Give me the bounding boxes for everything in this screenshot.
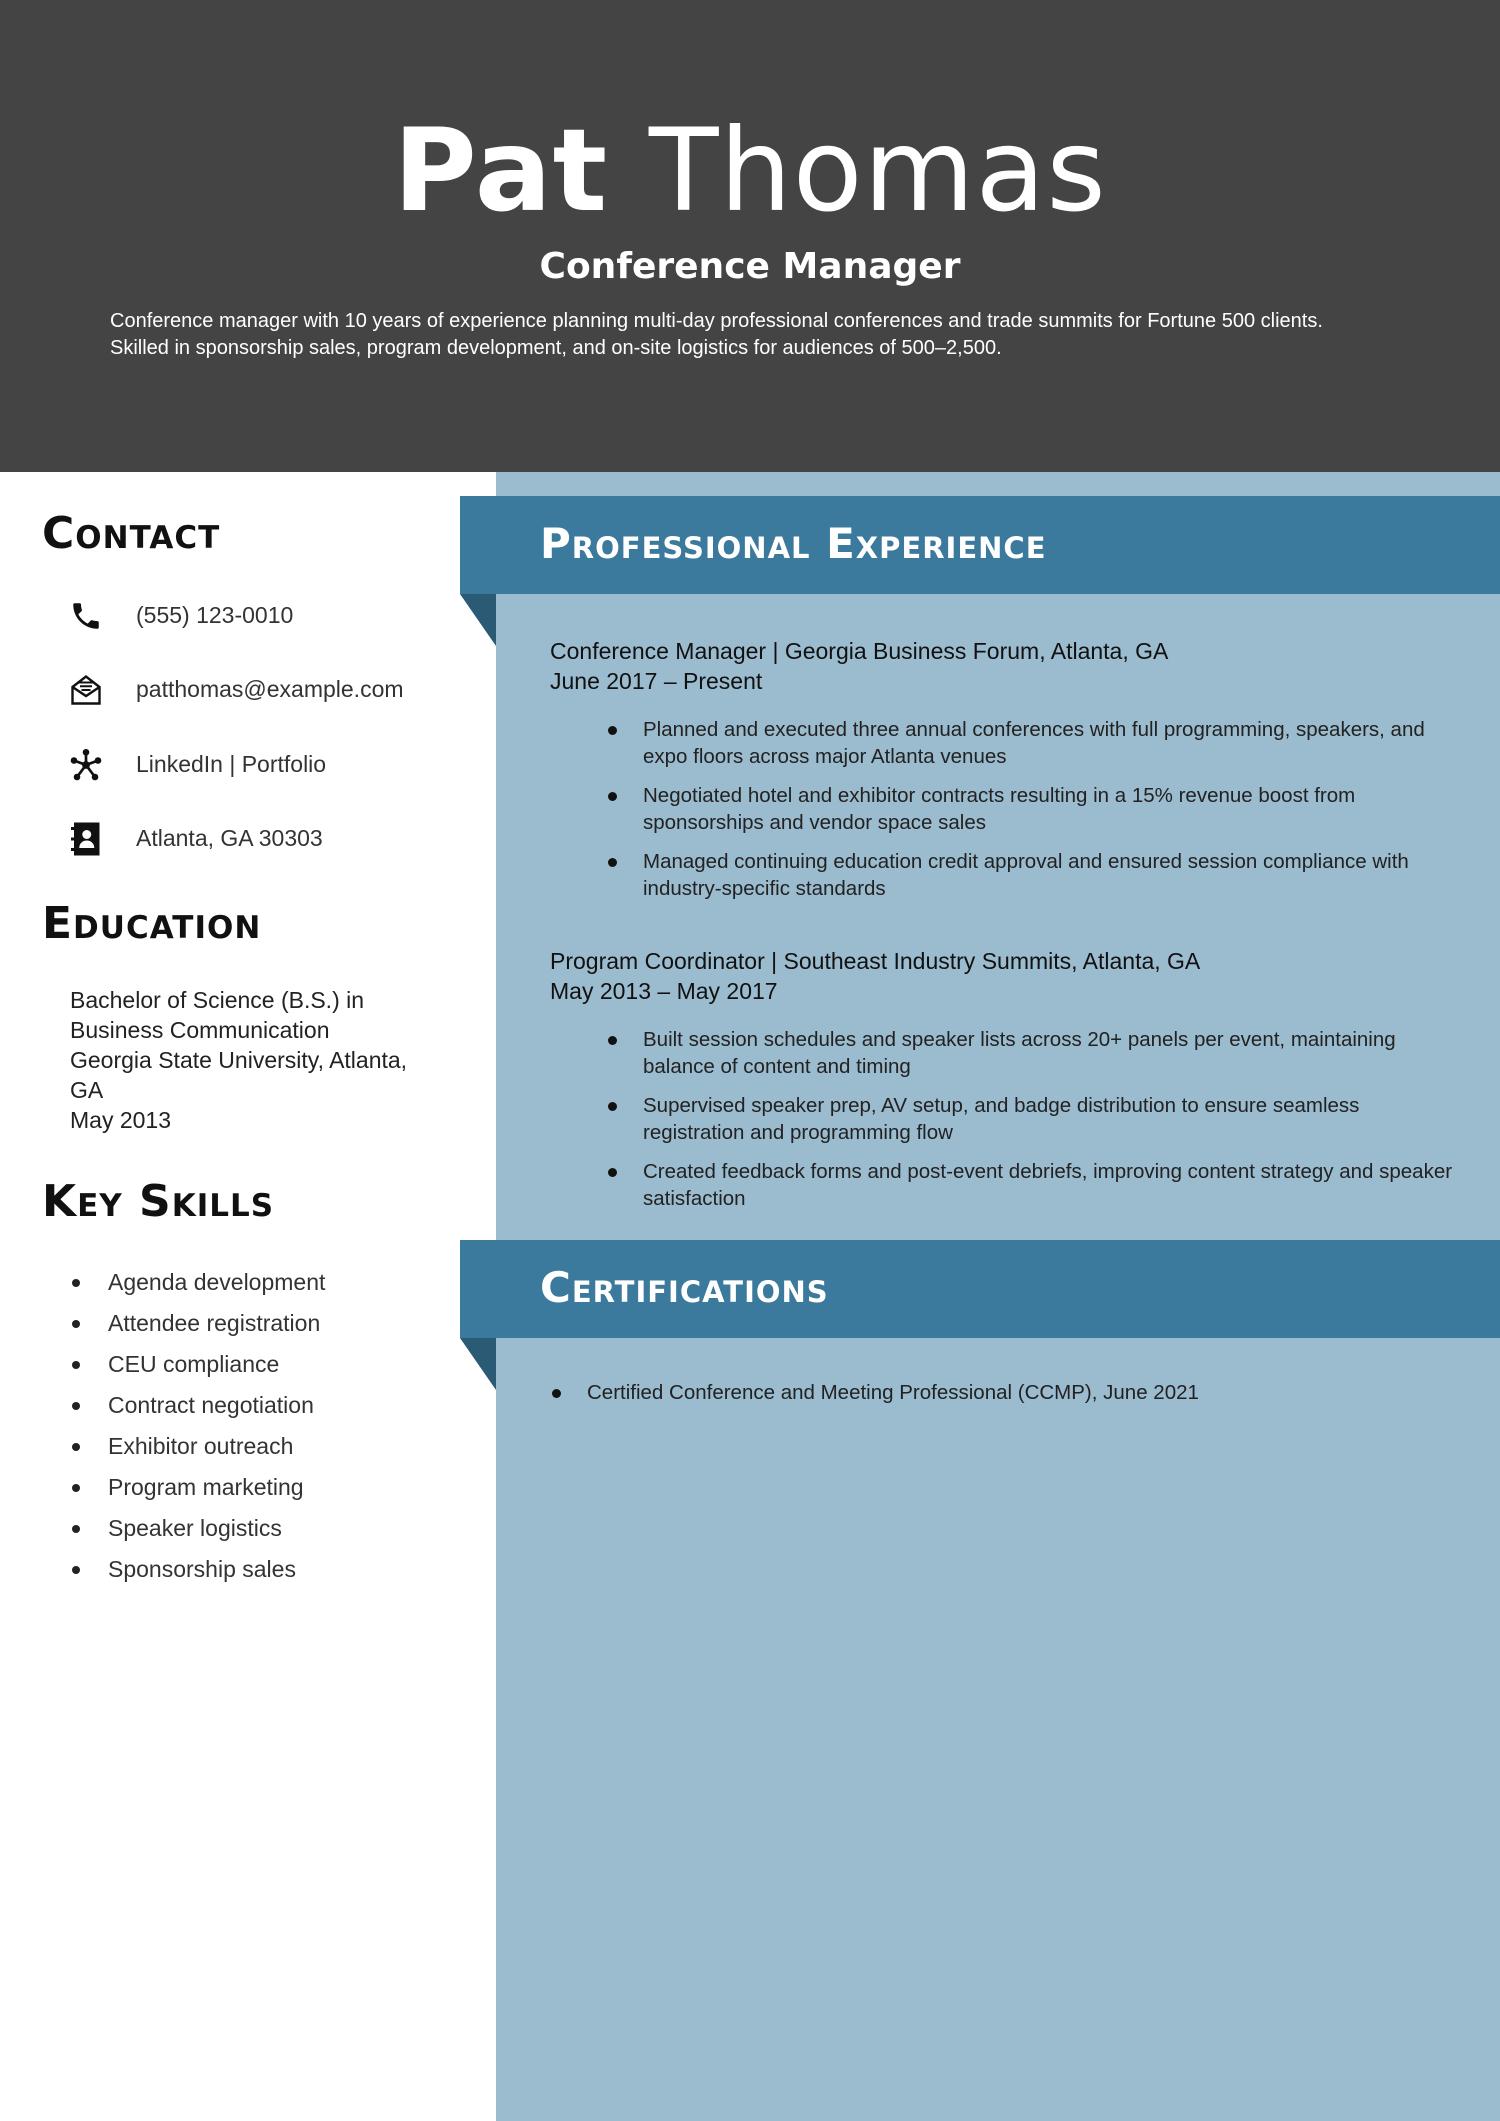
profile-links: LinkedIn | Portfolio bbox=[136, 751, 327, 777]
degree-line: Business Communication bbox=[70, 1017, 330, 1043]
skill-item: Attendee registration bbox=[70, 1303, 325, 1344]
contact-heading: Contact bbox=[42, 508, 221, 559]
job-bullets bbox=[606, 716, 1456, 914]
job-bullet: Supervised speaker prep, AV setup, and badge distribution to ensure seamless registration and programming flow bbox=[606, 1092, 1456, 1146]
skill-item: Agenda development bbox=[70, 1262, 325, 1303]
skill-item: CEU compliance bbox=[70, 1344, 325, 1385]
contact-links bbox=[66, 743, 486, 787]
job-dates: June 2017 – Present bbox=[550, 668, 763, 694]
skills-heading: Key Skills bbox=[42, 1176, 275, 1227]
certifications-banner bbox=[460, 1240, 1500, 1338]
banner-fold bbox=[460, 594, 496, 646]
network-icon bbox=[66, 745, 106, 785]
last-name: Thomas bbox=[648, 104, 1107, 237]
job-bullet: Created feedback forms and post-event debriefs, improving content strategy and speaker satisfaction bbox=[606, 1158, 1456, 1212]
skill-item: Exhibitor outreach bbox=[70, 1426, 325, 1467]
skill-item: Sponsorship sales bbox=[70, 1549, 325, 1590]
location: Atlanta, GA 30303 bbox=[136, 825, 323, 851]
address-card-icon bbox=[66, 819, 106, 859]
experience-heading: Professional Experience bbox=[540, 519, 1047, 568]
certifications-list bbox=[550, 1378, 1450, 1408]
certifications-heading: Certifications bbox=[540, 1263, 829, 1312]
contact-phone bbox=[66, 594, 486, 638]
experience-banner bbox=[460, 496, 1500, 594]
certification-item: Certified Conference and Meeting Professional (CCMP), June 2021 bbox=[550, 1378, 1450, 1408]
school-line: Georgia State University, Atlanta, bbox=[70, 1047, 408, 1073]
education-entry bbox=[70, 985, 470, 1135]
phone-number: (555) 123-0010 bbox=[136, 602, 294, 628]
job-header bbox=[550, 946, 1470, 1006]
job-bullet: Built session schedules and speaker lists across 20+ panels per event, maintaining balance of content and timing bbox=[606, 1026, 1456, 1080]
job-title: Conference Manager bbox=[539, 246, 961, 287]
email-icon bbox=[66, 670, 106, 710]
job-title-line: Program Coordinator | Southeast Industry Summits, Atlanta, GA bbox=[550, 948, 1201, 974]
phone-icon bbox=[66, 596, 106, 636]
job-bullets bbox=[606, 1026, 1456, 1224]
contact-address bbox=[66, 817, 486, 861]
job-bullet: Negotiated hotel and exhibitor contracts resulting in a 15% revenue boost from sponsorships and vendor space sales bbox=[606, 782, 1456, 836]
skill-item: Contract negotiation bbox=[70, 1385, 325, 1426]
skill-item: Speaker logistics bbox=[70, 1508, 325, 1549]
summary bbox=[110, 308, 1430, 362]
job-bullet: Planned and executed three annual conferences with full programming, speakers, and expo floors across major Atlanta venues bbox=[606, 716, 1456, 770]
first-name: Pat bbox=[393, 104, 609, 237]
graduation-date: May 2013 bbox=[70, 1107, 172, 1133]
school-line: GA bbox=[70, 1077, 104, 1103]
education-heading: Education bbox=[42, 898, 262, 949]
skill-item: Program marketing bbox=[70, 1467, 325, 1508]
resume-header bbox=[0, 0, 1500, 472]
degree-line: Bachelor of Science (B.S.) in bbox=[70, 987, 365, 1013]
email-address: patthomas@example.com bbox=[136, 676, 404, 702]
summary-line: Conference manager with 10 years of experience planning multi-day professional conferences and trade summits for Fortune 500 clients. bbox=[110, 310, 1323, 332]
skills-list bbox=[70, 1262, 325, 1590]
job-bullet: Managed continuing education credit approval and ensured session compliance with industry-specific standards bbox=[606, 848, 1456, 902]
banner-fold bbox=[460, 1338, 496, 1390]
candidate-name bbox=[0, 96, 1500, 246]
job-dates: May 2013 – May 2017 bbox=[550, 978, 778, 1004]
contact-email bbox=[66, 668, 486, 712]
summary-line: Skilled in sponsorship sales, program development, and on-site logistics for audiences of 500–2,500. bbox=[110, 337, 1002, 359]
job-title-line: Conference Manager | Georgia Business Forum, Atlanta, GA bbox=[550, 638, 1169, 664]
job-header bbox=[550, 636, 1470, 696]
